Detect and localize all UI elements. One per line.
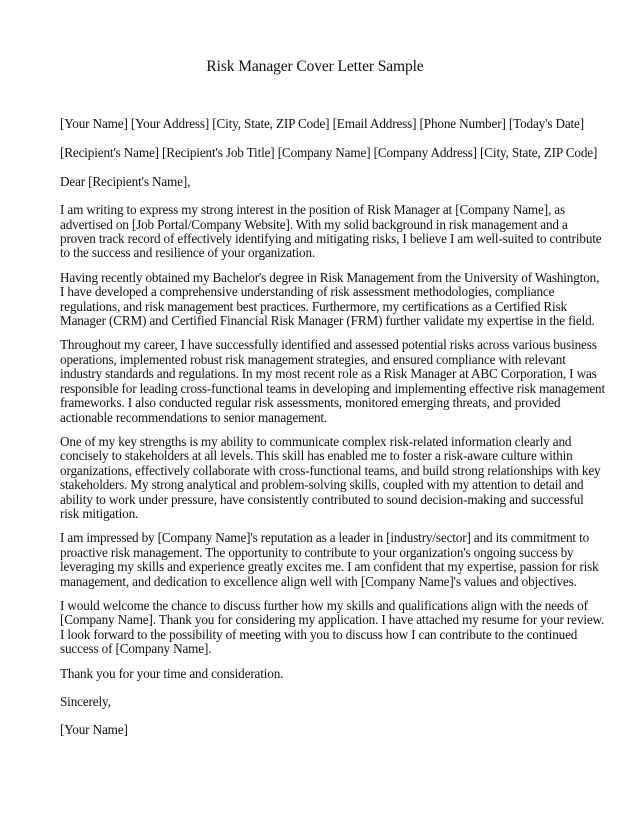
paragraph-line: Throughout my career, I have successfully identified and assessed potential risks across various business xyxy=(60,337,597,353)
letter-body xyxy=(60,116,605,738)
paragraph-line: leveraging my skills and experience greatly excites me. I am confident that my expertise, passion for risk xyxy=(60,559,599,575)
paragraph-line: advertised on [Job Portal/Company Website]. With my solid background in risk management and a xyxy=(60,216,568,232)
paragraph-line: organizations, effectively collaborate with cross-functional teams, and build strong relationships with key xyxy=(60,462,601,478)
paragraph-line: Having recently obtained my Bachelor's degree in Risk Management from the University of Washington, xyxy=(60,269,600,285)
document-title: Risk Manager Cover Letter Sample xyxy=(206,58,424,75)
salutation: Dear [Recipient's Name], xyxy=(60,173,191,189)
paragraph-line: risk mitigation. xyxy=(60,505,139,521)
paragraph-line: management, and dedication to excellence align well with [Company Name]'s values and objectives. xyxy=(60,573,577,589)
paragraph-strengths xyxy=(60,433,601,521)
paragraph-line: I have developed a comprehensive understanding of risk assessment methodologies, compliance xyxy=(60,284,555,300)
paragraph-closing xyxy=(60,597,605,657)
signoff: Sincerely, xyxy=(60,694,111,709)
paragraph-line: proactive risk management. The opportunity to contribute to your organization's ongoing success by xyxy=(60,544,574,560)
paragraph-line: proven track record of effectively identifying and mitigating risks, I believe I am well-suited to contribute xyxy=(60,231,602,247)
paragraph-line: I am impressed by [Company Name]'s reputation as a leader in [industry/sector] and its commitment to xyxy=(60,530,590,546)
signature: [Your Name] xyxy=(60,722,128,738)
closing-thanks: Thank you for your time and consideration. xyxy=(60,665,284,681)
paragraph-line: ability to work under pressure, have consistently contributed to sound decision-making and successful xyxy=(60,491,584,507)
recipient-info: [Recipient's Name] [Recipient's Job Title] [Company Name] [Company Address] [City, State, ZIP Code] xyxy=(60,145,598,161)
paragraph-line: I would welcome the chance to discuss further how my skills and qualifications align with the needs of xyxy=(60,597,588,613)
paragraph-line: concisely to stakeholders at all levels. This skill has enabled me to foster a risk-aware culture within xyxy=(60,448,573,464)
paragraph-experience xyxy=(60,337,605,425)
paragraph-line: Manager (CRM) and Certified Financial Risk Manager (FRM) further validate my expertise in the field. xyxy=(60,313,595,329)
paragraph-line: One of my key strengths is my ability to communicate complex risk-related information clearly and xyxy=(60,433,572,449)
paragraph-line: regulations, and risk management best practices. Furthermore, my certifications as a Certified Risk xyxy=(60,298,567,314)
paragraph-company-interest xyxy=(60,530,599,589)
paragraph-line: I am writing to express my strong interest in the position of Risk Manager at [Company Name], as xyxy=(60,202,565,218)
paragraph-education xyxy=(60,269,600,329)
paragraph-line: I look forward to the possibility of meeting with you to discuss how I can contribute to the continued xyxy=(60,626,578,642)
paragraph-line: [Company Name]. Thank you for considering my application. I have attached my resume for your review. xyxy=(60,612,605,628)
sender-info: [Your Name] [Your Address] [City, State, ZIP Code] [Email Address] [Phone Number] [Today's Date] xyxy=(60,116,584,131)
paragraph-line: industry standards and regulations. In my most recent role as a Risk Manager at ABC Corporation, I was xyxy=(60,366,597,382)
paragraph-line: success of [Company Name]. xyxy=(60,641,212,657)
paragraph-line: actionable recommendations to senior management. xyxy=(60,409,328,425)
paragraph-line: frameworks. I also conducted regular risk assessments, monitored emerging threats, and provided xyxy=(60,395,561,411)
paragraph-intro xyxy=(60,202,602,261)
paragraph-line: responsible for leading cross-functional teams in developing and implementing effective risk management xyxy=(60,380,605,396)
paragraph-line: operations, implemented robust risk management strategies, and ensured compliance with relevant xyxy=(60,351,566,367)
paragraph-line: to the success and resilience of your organization. xyxy=(60,245,316,261)
paragraph-line: stakeholders. My strong analytical and problem-solving skills, coupled with my attention to detail and xyxy=(60,477,584,493)
letter-paragraphs xyxy=(60,202,605,657)
